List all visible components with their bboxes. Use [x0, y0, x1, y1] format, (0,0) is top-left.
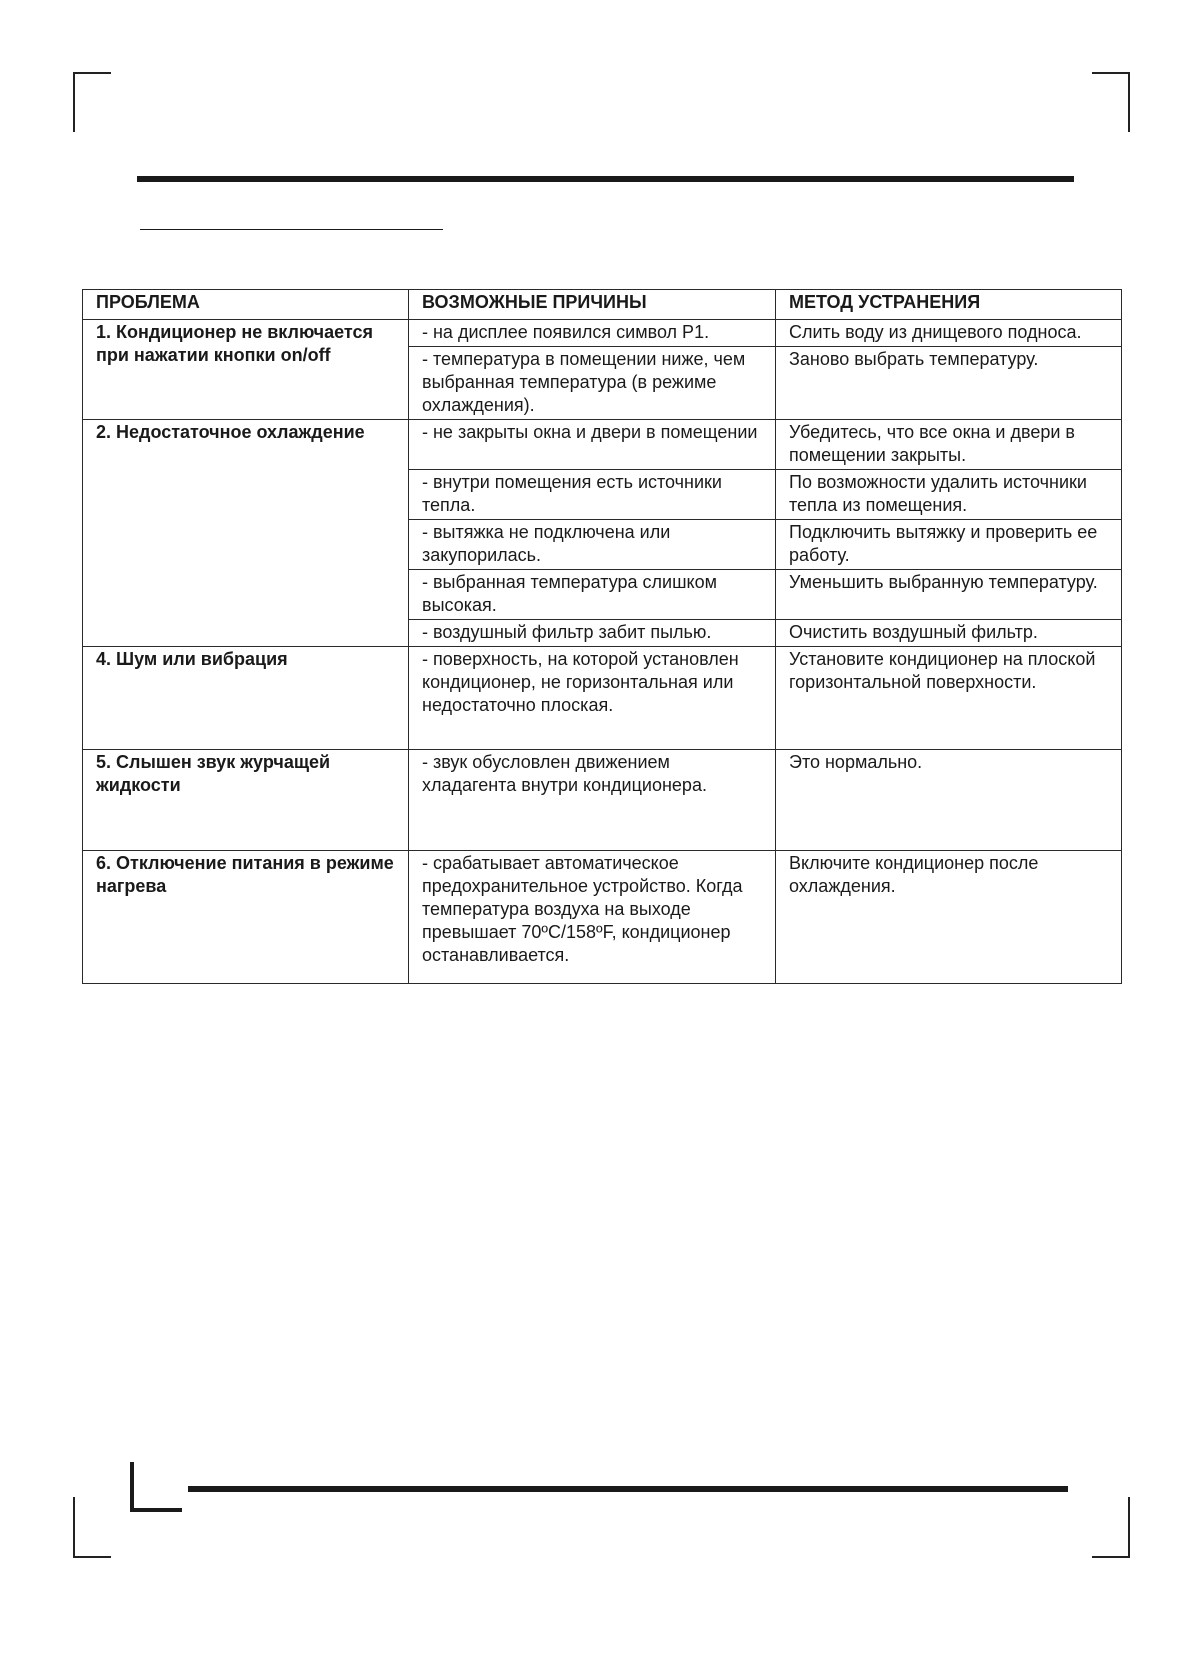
- cause-cell: - на дисплее появился символ Р1.: [409, 320, 776, 347]
- problem-cell: 2. Недостаточное охлаждение: [83, 420, 409, 647]
- header-rule: [137, 176, 1074, 182]
- cause-cell: - звук обусловлен движением хладагента внутри кондиционера.: [409, 750, 776, 851]
- table-row: [83, 750, 1122, 851]
- solution-cell: Заново выбрать температуру.: [776, 347, 1122, 420]
- cause-cell: - поверхность, на которой установлен кондиционер, не горизонтальная или недостаточно плоская.: [409, 647, 776, 750]
- table-row: [83, 851, 1122, 984]
- column-header-solution: МЕТОД УСТРАНЕНИЯ: [776, 290, 1122, 320]
- section-title-underline: [140, 229, 443, 230]
- cause-cell: - не закрыты окна и двери в помещении: [409, 420, 776, 470]
- table-row: [83, 320, 1122, 347]
- table-row: [83, 420, 1122, 470]
- solution-cell: По возможности удалить источники тепла из помещения.: [776, 470, 1122, 520]
- crop-mark-bottom-left: [73, 1497, 75, 1558]
- column-header-causes: ВОЗМОЖНЫЕ ПРИЧИНЫ: [409, 290, 776, 320]
- problem-cell: 4. Шум или вибрация: [83, 647, 409, 750]
- crop-mark-bottom-left: [73, 1556, 111, 1558]
- solution-cell: Очистить воздушный фильтр.: [776, 620, 1122, 647]
- footer-rule: [188, 1486, 1068, 1492]
- crop-mark-top-right: [1128, 72, 1130, 132]
- column-header-problem: ПРОБЛЕМА: [83, 290, 409, 320]
- troubleshooting-table: [82, 289, 1122, 984]
- solution-cell: Это нормально.: [776, 750, 1122, 851]
- crop-mark-top-left: [73, 72, 75, 132]
- table-row: [83, 647, 1122, 750]
- solution-cell: Подключить вытяжку и проверить ее работу.: [776, 520, 1122, 570]
- cause-cell: - температура в помещении ниже, чем выбранная температура (в режиме охлаждения).: [409, 347, 776, 420]
- crop-mark-bottom-right: [1092, 1556, 1130, 1558]
- crop-mark-top-right: [1092, 72, 1130, 74]
- solution-cell: Установите кондиционер на плоской горизонтальной поверхности.: [776, 647, 1122, 750]
- cause-cell: - внутри помещения есть источники тепла.: [409, 470, 776, 520]
- solution-cell: Слить воду из днищевого подноса.: [776, 320, 1122, 347]
- cause-cell: - выбранная температура слишком высокая.: [409, 570, 776, 620]
- table-header-row: [83, 290, 1122, 320]
- cause-cell: - воздушный фильтр забит пылью.: [409, 620, 776, 647]
- solution-cell: Включите кондиционер после охлаждения.: [776, 851, 1122, 984]
- problem-cell: 6. Отключение питания в режиме нагрева: [83, 851, 409, 984]
- solution-cell: Убедитесь, что все окна и двери в помещении закрыты.: [776, 420, 1122, 470]
- cause-cell: - срабатывает автоматическое предохранительное устройство. Когда температура воздуха на выходе превышает 70ºC/158ºF, кондиционер останавливается.: [409, 851, 776, 984]
- solution-cell: Уменьшить выбранную температуру.: [776, 570, 1122, 620]
- problem-cell: 1. Кондиционер не включается при нажатии кнопки on/off: [83, 320, 409, 420]
- problem-cell: 5. Слышен звук журчащей жидкости: [83, 750, 409, 851]
- footer-corner-bracket: [130, 1508, 182, 1512]
- crop-mark-bottom-right: [1128, 1497, 1130, 1558]
- crop-mark-top-left: [73, 72, 111, 74]
- cause-cell: - вытяжка не подключена или закупорилась.: [409, 520, 776, 570]
- footer-corner-bracket: [130, 1462, 134, 1512]
